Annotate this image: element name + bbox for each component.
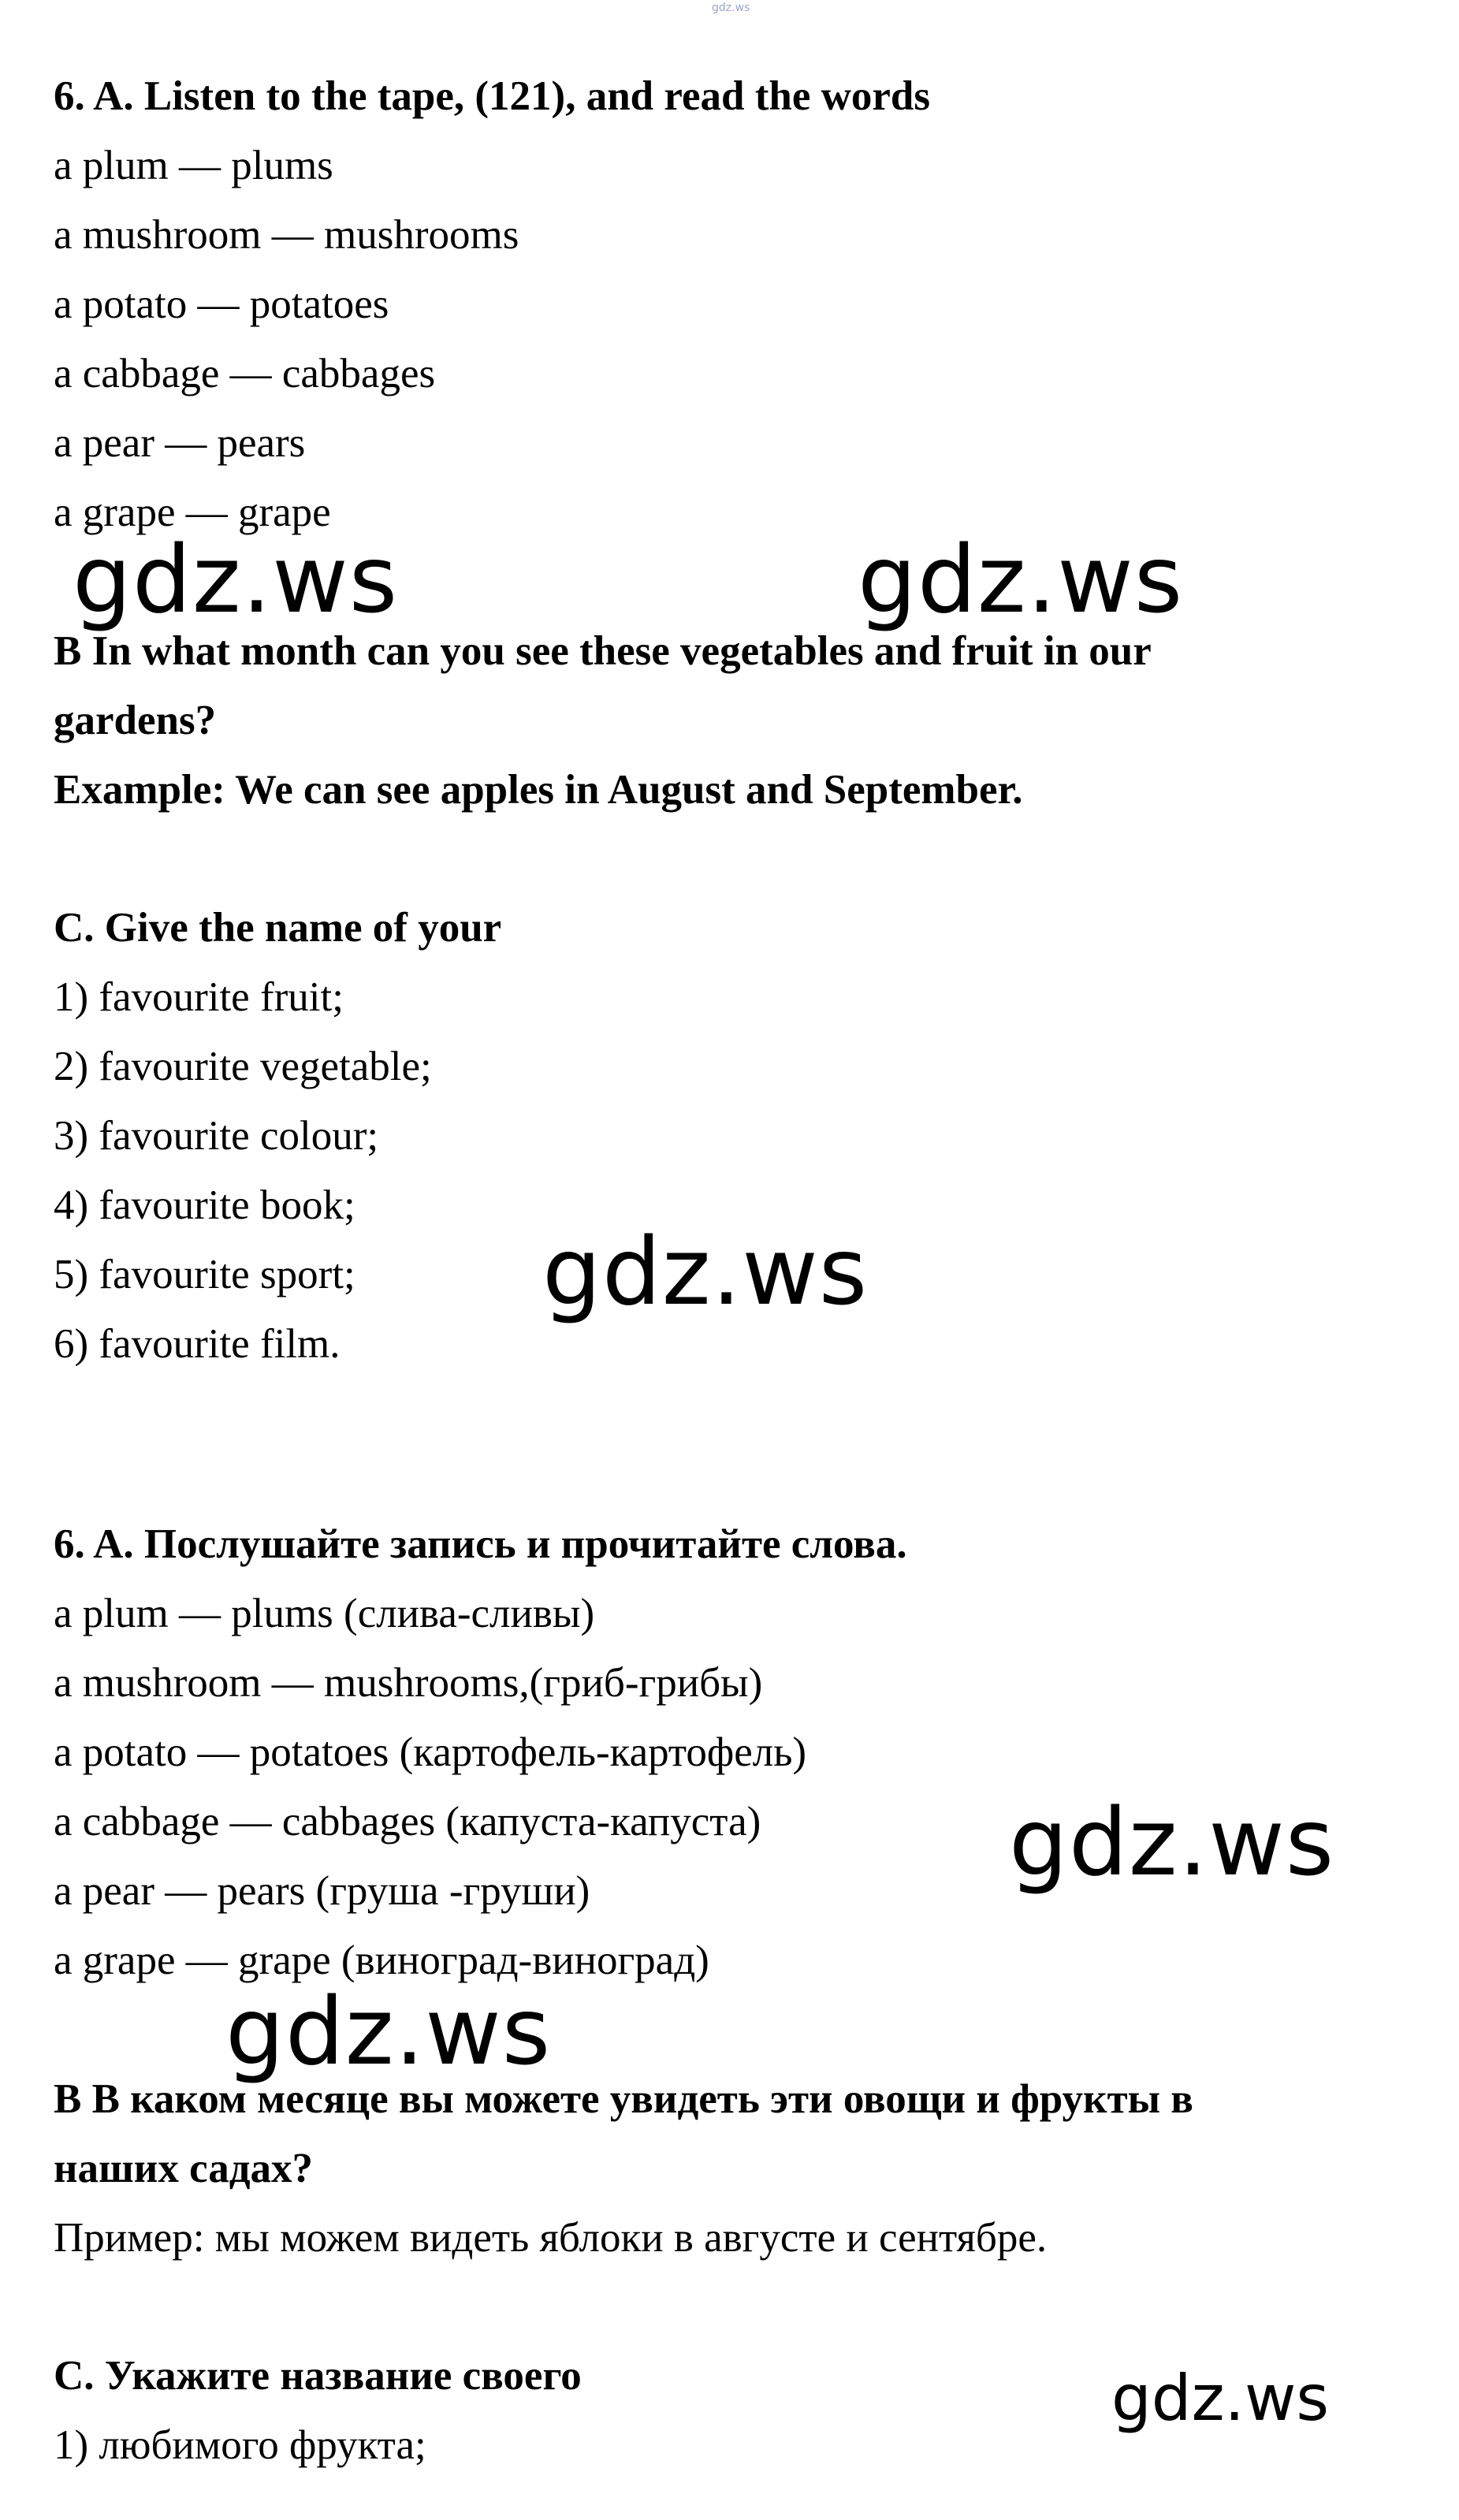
exercise-heading-c: C. Give the name of your xyxy=(54,905,502,951)
list-item: 3) favourite colour; xyxy=(54,1113,379,1159)
word-pair: a mushroom — mushrooms xyxy=(54,212,519,258)
top-watermark: gdz.ws xyxy=(712,2,750,14)
list-item: 2) favourite vegetable; xyxy=(54,1044,432,1089)
word-pair: a plum — plums xyxy=(54,143,333,188)
word-pair-ru: a plum — plums (слива-сливы) xyxy=(54,1591,595,1636)
watermark: gdz.ws xyxy=(542,1217,869,1326)
word-pair: a grape — grape xyxy=(54,489,331,535)
watermark: gdz.ws xyxy=(1111,2362,1330,2435)
example-line: Example: We can see apples in August and September. xyxy=(54,767,1023,813)
watermark: gdz.ws xyxy=(225,1977,552,2086)
exercise-heading-c-ru: C. Укажите название своего xyxy=(54,2353,582,2399)
exercise-heading-a: 6. A. Listen to the tape, (121), and read the words xyxy=(54,73,931,119)
example-line-ru: Пример: мы можем видеть яблоки в августе и сентябре. xyxy=(54,2215,1048,2261)
list-item: 1) favourite fruit; xyxy=(54,974,344,1020)
word-pair-ru: a pear — pears (груша -груши) xyxy=(54,1868,590,1914)
exercise-heading-a-ru: 6. A. Послушайте запись и прочитайте слова. xyxy=(54,1521,907,1567)
word-pair: a pear — pears xyxy=(54,420,306,466)
word-pair-ru: a cabbage — cabbages (капуста-капуста) xyxy=(54,1799,761,1844)
word-pair-ru: a potato — potatoes (картофель-картофель) xyxy=(54,1729,807,1775)
list-item-ru: 1) любимого фрукта; xyxy=(54,2422,426,2468)
exercise-heading-b-cont: gardens? xyxy=(54,698,217,743)
list-item: 5) favourite sport; xyxy=(54,1252,355,1297)
word-pair: a cabbage — cabbages xyxy=(54,351,436,396)
exercise-heading-b-ru-cont: наших садах? xyxy=(54,2146,314,2191)
list-item: 6) favourite film. xyxy=(54,1321,341,1367)
word-pair-ru: a mushroom — mushrooms,(гриб-грибы) xyxy=(54,1660,763,1706)
watermark: gdz.ws xyxy=(1009,1788,1335,1897)
watermark: gdz.ws xyxy=(73,525,399,634)
list-item: 4) favourite book; xyxy=(54,1182,355,1228)
word-pair: a potato — potatoes xyxy=(54,281,389,327)
word-pair-ru: a grape — grape (виноград-виноград) xyxy=(54,1937,709,1983)
watermark: gdz.ws xyxy=(858,525,1184,634)
exercise-heading-b-ru: B В каком месяце вы можете увидеть эти овощи и фрукты в xyxy=(54,2076,1193,2122)
exercise-heading-b: B In what month can you see these vegetables and fruit in our xyxy=(54,628,1152,674)
